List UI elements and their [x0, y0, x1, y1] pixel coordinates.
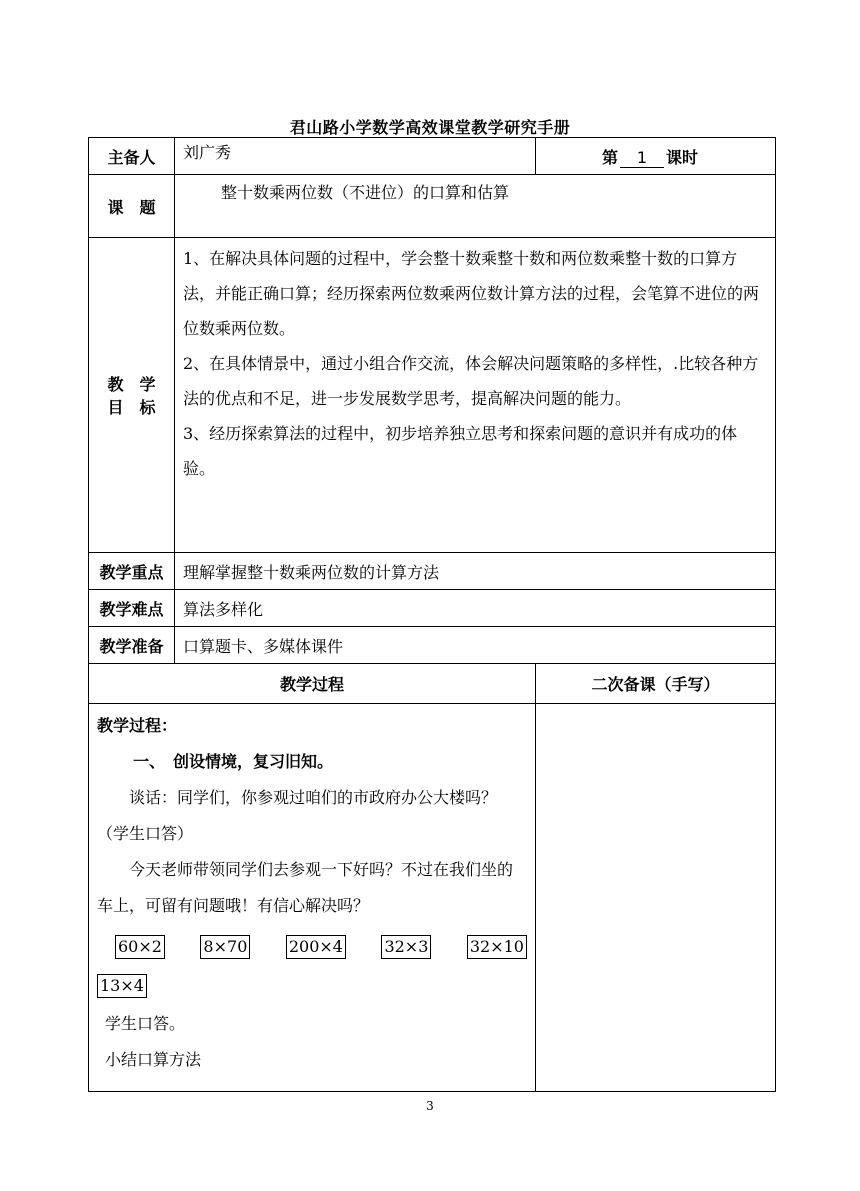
process-paragraph: 小结口算方法 [105, 1050, 202, 1069]
preparation-label: 教学准备 [89, 627, 175, 664]
oral-card: 32×10 [467, 935, 527, 959]
oral-card: 32×3 [381, 935, 431, 959]
oral-card: 200×4 [286, 935, 346, 959]
preparation-value: 口算题卡、多媒体课件 [175, 627, 776, 664]
process-paragraph: 谈话：同学们，你参观过咱们的市政府办公大楼吗？（学生口答） [97, 788, 498, 843]
second-prep-header: 二次备课（手写） [536, 664, 776, 704]
difficulty-label: 教学难点 [89, 590, 175, 627]
oral-card: 60×2 [115, 935, 165, 959]
lesson-plan-table [88, 137, 776, 1092]
process-heading: 教学过程： [97, 716, 178, 735]
page-number: 3 [426, 1099, 434, 1113]
section-heading: 一、 创设情境，复习旧知。 [133, 752, 334, 771]
lesson-number [536, 138, 776, 175]
process-paragraph: 学生口答。 [105, 1014, 186, 1033]
topic-label: 课 题 [89, 175, 175, 238]
goals-label-line2: 目 标 [107, 398, 156, 417]
lesson-number-value: 1 [620, 148, 664, 168]
oral-cards-row [97, 924, 527, 966]
process-content [89, 704, 536, 1092]
goal-item: 2、在具体情景中，通过小组合作交流，体会解决问题策略的多样性，.比较各种方法的优点和不足，进一步发展数学思考，提高解决问题的能力。 [183, 354, 759, 408]
preparer-value: 刘广秀 [175, 138, 536, 175]
second-prep-area[interactable] [536, 704, 776, 1092]
key-point-value: 理解掌握整十数乘两位数的计算方法 [175, 553, 776, 590]
oral-card: 13×4 [97, 974, 147, 998]
key-point-label: 教学重点 [89, 553, 175, 590]
goals-label [89, 238, 175, 553]
lesson-number-prefix: 第 [602, 147, 619, 167]
difficulty-value: 算法多样化 [175, 590, 776, 627]
goals-label-line1: 教 学 [107, 375, 156, 394]
goal-item: 3、经历探索算法的过程中，初步培养独立思考和探索问题的意识并有成功的体验。 [183, 424, 738, 478]
goals-content [175, 238, 776, 553]
topic-value: 整十数乘两位数（不进位）的口算和估算 [175, 175, 776, 238]
oral-card: 8×70 [200, 935, 250, 959]
goal-item: 1、在解决具体问题的过程中，学会整十数乘整十数和两位数乘整十数的口算方法，并能正确口算；经历探索两位数乘两位数计算方法的过程，会笔算不进位的两位数乘两位数。 [183, 249, 760, 338]
process-header: 教学过程 [89, 664, 536, 704]
process-paragraph: 今天老师带领同学们去参观一下好吗？不过在我们坐的车上，可留有问题哦！有信心解决吗？ [97, 860, 514, 915]
preparer-label: 主备人 [89, 138, 175, 175]
lesson-number-suffix: 课时 [666, 147, 699, 167]
oral-cards-row-2 [97, 966, 527, 1006]
handbook-title: 君山路小学数学高效课堂教学研究手册 [289, 118, 571, 137]
